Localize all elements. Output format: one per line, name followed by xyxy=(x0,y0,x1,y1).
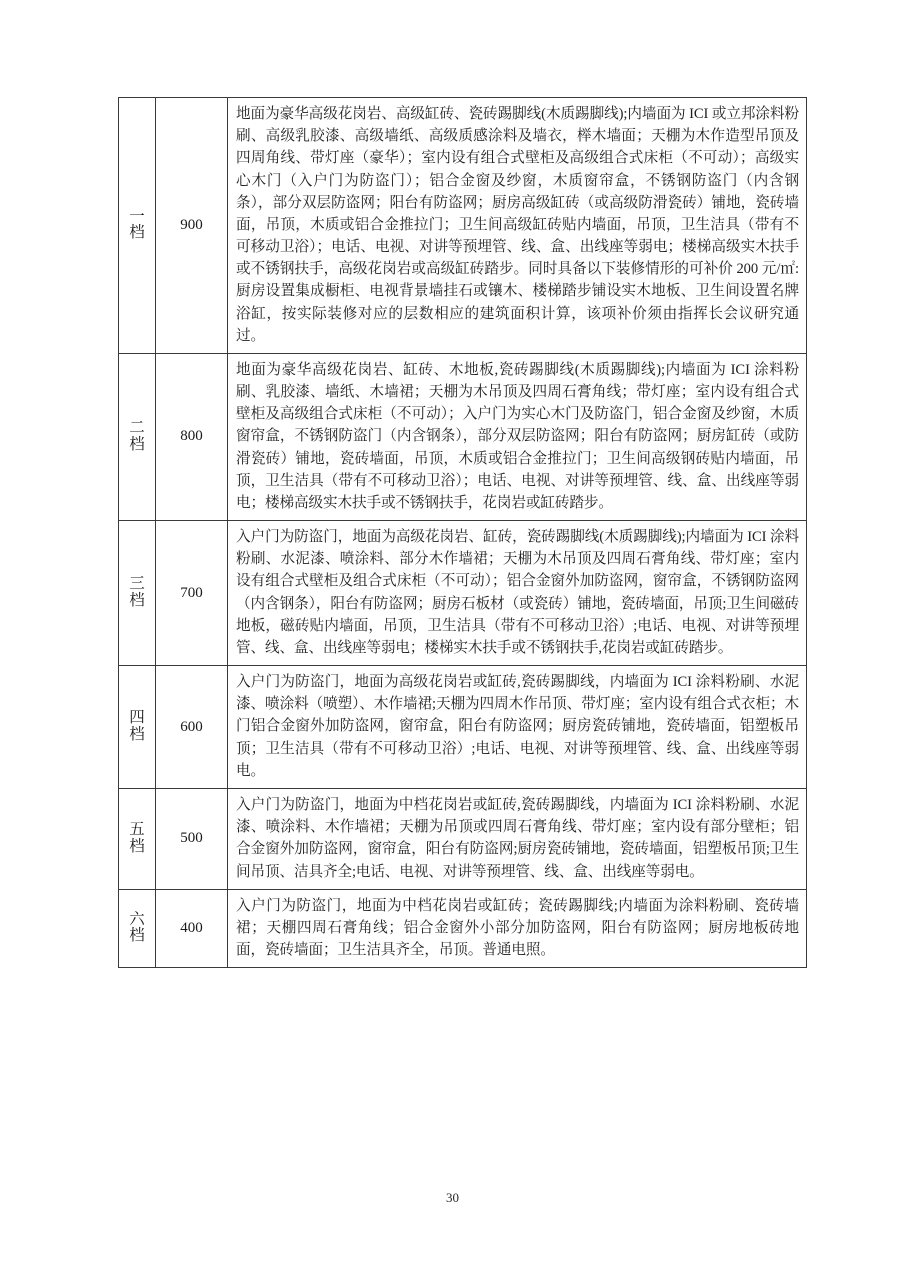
grade-cell xyxy=(119,666,156,789)
description-cell: 入户门为防盗门，地面为高级花岗岩或缸砖,瓷砖踢脚线，内墙面为 ICI 涂料粉刷、水泥漆、喷涂料（喷塑）、木作墙裙;天棚为四周木作吊顶、带灯座；室内设有组合式衣柜；木门铝合金窗外加防盗网，窗帘盒，阳台有防盗网；厨房瓷砖铺地，瓷砖墙面，铝塑板吊顶；卫生洁具（带有不可移动卫浴）;电话、电视、对讲等预埋管、线、盒、出线座等弱电。 xyxy=(228,666,807,789)
table-body xyxy=(119,98,807,968)
price-cell: 800 xyxy=(156,353,228,520)
grade-cell xyxy=(119,889,156,968)
description-cell: 地面为豪华高级花岗岩、缸砖、木地板,瓷砖踢脚线(木质踢脚线);内墙面为 ICI 涂料粉刷、乳胶漆、墙纸、木墙裙；天棚为木吊顶及四周石膏角线；带灯座；室内设有组合式壁柜及高级组合式床柜（不可动）；入户门为实心木门及防盗门，铝合金窗及纱窗，木质窗帘盒，不锈钢防盗门（内含钢条），部分双层防盗网；阳台有防盗网；厨房缸砖（或防滑瓷砖）铺地，瓷砖墙面，吊顶，木质或铝合金推拉门；卫生间高级钢砖贴内墙面，吊顶，卫生洁具（带有不可移动卫浴）；电话、电视、对讲等预埋管、线、盒、出线座等弱电；楼梯高级实木扶手或不锈钢扶手，花岗岩或缸砖踏步。 xyxy=(228,353,807,520)
price-cell: 400 xyxy=(156,889,228,968)
grade-cell xyxy=(119,521,156,666)
description-cell: 地面为豪华高级花岗岩、高级缸砖、瓷砖踢脚线(木质踢脚线);内墙面为 ICI 或立邦涂料粉刷、高级乳胶漆、高级墙纸、高级质感涂料及墙衣，榉木墙面；天棚为木作造型吊顶及四周角线、带灯座（豪华）；室内设有组合式壁柜及高级组合式床柜（不可动）；高级实心木门（入户门为防盗门）；铝合金窗及纱窗，木质窗帘盒，不锈钢防盗门（内含钢条），部分双层防盗网；阳台有防盗网；厨房高级缸砖（或高级防滑瓷砖）铺地，瓷砖墙面，吊顶，木质或铝合金推拉门；卫生间高级缸砖贴内墙面，吊顶，卫生洁具（带有不可移动卫浴）；电话、电视、对讲等预埋管、线、盒、出线座等弱电；楼梯高级实木扶手或不锈钢扶手，高级花岗岩或高级缸砖踏步。同时具备以下装修情形的可补价 200 元/㎡:厨房设置集成橱柜、电视背景墙挂石或镶木、楼梯踏步铺设实木地板、卫生间设置名牌浴缸，按实际装修对应的层数相应的建筑面积计算，该项补价须由指挥长会议研究通过。 xyxy=(228,98,807,354)
table-row xyxy=(119,788,807,889)
grade-label: 五档 xyxy=(129,821,145,855)
grade-label: 四档 xyxy=(129,709,145,744)
table-row xyxy=(119,889,807,968)
grade-cell xyxy=(119,788,156,889)
description-cell: 入户门为防盗门，地面为中档花岗岩或缸砖；瓷砖踢脚线;内墙面为涂料粉刷、瓷砖墙裙；天棚四周石膏角线；铝合金窗外小部分加防盗网，阳台有防盗网；厨房地板砖地面，瓷砖墙面；卫生洁具齐全，吊顶。普通电照。 xyxy=(228,889,807,968)
table-row xyxy=(119,521,807,666)
grade-cell xyxy=(119,353,156,520)
decoration-grade-table xyxy=(118,97,807,968)
grade-label: 三档 xyxy=(129,575,145,610)
description-cell: 入户门为防盗门，地面为高级花岗岩、缸砖，瓷砖踢脚线(木质踢脚线);内墙面为 ICI 涂料粉刷、水泥漆、喷涂料、部分木作墙裙；天棚为木吊顶及四周石膏角线、带灯座；室内设有组合式壁柜及组合式床柜（不可动）；铝合金窗外加防盗网，窗帘盒，不锈钢防盗网（内含钢条），阳台有防盗网；厨房石板材（或瓷砖）铺地，瓷砖墙面，吊顶;卫生间磁砖地板，磁砖贴内墙面，吊顶，卫生洁具（带有不可移动卫浴）;电话、电视、对讲等预埋管、线、盒、出线座等弱电；楼梯实木扶手或不锈钢扶手,花岗岩或缸砖踏步。 xyxy=(228,521,807,666)
grade-label: 六档 xyxy=(129,910,145,945)
page-number: 30 xyxy=(446,1190,459,1205)
price-cell: 700 xyxy=(156,521,228,666)
grade-label: 二档 xyxy=(129,419,145,453)
price-cell: 600 xyxy=(156,666,228,789)
table-row xyxy=(119,666,807,789)
table-row xyxy=(119,98,807,354)
price-cell: 500 xyxy=(156,788,228,889)
price-cell: 900 xyxy=(156,98,228,354)
table-row xyxy=(119,353,807,520)
description-cell: 入户门为防盗门，地面为中档花岗岩或缸砖,瓷砖踢脚线，内墙面为 ICI 涂料粉刷、水泥漆、喷涂料、木作墙裙；天棚为吊顶或四周石膏角线、带灯座；室内设有部分壁柜；铝合金窗外加防盗网，窗帘盒，阳台有防盗网;厨房瓷砖铺地，瓷砖墙面，铝塑板吊顶;卫生间吊顶、洁具齐全;电话、电视、对讲等预埋管、线、盒、出线座等弱电。 xyxy=(228,788,807,889)
grade-label: 一档 xyxy=(129,207,145,242)
grade-cell xyxy=(119,98,156,354)
